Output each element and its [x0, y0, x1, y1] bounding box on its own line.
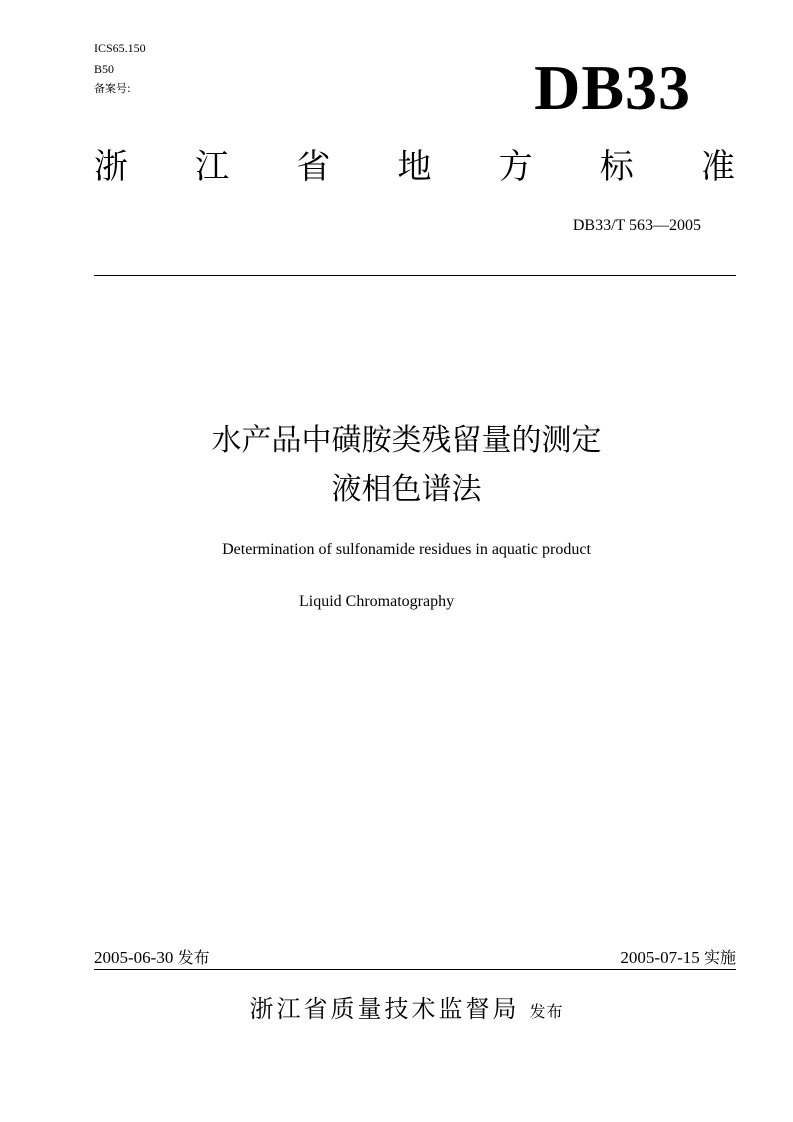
issuer-suffix: 发布 [529, 1002, 564, 1021]
implement-date [620, 947, 736, 969]
record-number-label: 备案号: [94, 82, 131, 95]
ics-code: ICS65.150 [94, 41, 146, 55]
footer-divider [94, 969, 736, 970]
standard-type-char: 准 [700, 147, 735, 187]
standard-type-char: 标 [599, 147, 634, 187]
title-cn-line1: 水产品中磺胺类残留量的测定 [211, 423, 602, 458]
title-cn-line2: 液相色谱法 [331, 472, 482, 507]
standard-type-char: 浙 [94, 147, 128, 187]
db-logo: DB33 [534, 52, 691, 123]
standard-type-char: 方 [498, 147, 533, 187]
issue-label: 发布 [177, 948, 210, 967]
standard-type-heading [94, 142, 735, 192]
issue-date [94, 947, 210, 969]
title-en-line1: Determination of sulfonamide residues in aquatic product [222, 541, 591, 558]
header-divider [94, 275, 736, 276]
standard-type-char: 江 [195, 147, 230, 187]
issue-date-value: 2005-06-30 [94, 948, 174, 967]
ccs-code: B50 [94, 62, 115, 76]
standard-type-char: 省 [296, 147, 331, 187]
standard-number: DB33/T 563—2005 [572, 217, 701, 234]
issuer-name: 浙江省质量技术监督局 [249, 995, 520, 1023]
implement-label: 实施 [703, 948, 736, 967]
implement-date-value: 2005-07-15 [620, 948, 700, 967]
standard-type-char: 地 [397, 147, 432, 187]
title-en-line2: Liquid Chromatography [299, 593, 455, 610]
issuer-block [0, 992, 793, 1029]
